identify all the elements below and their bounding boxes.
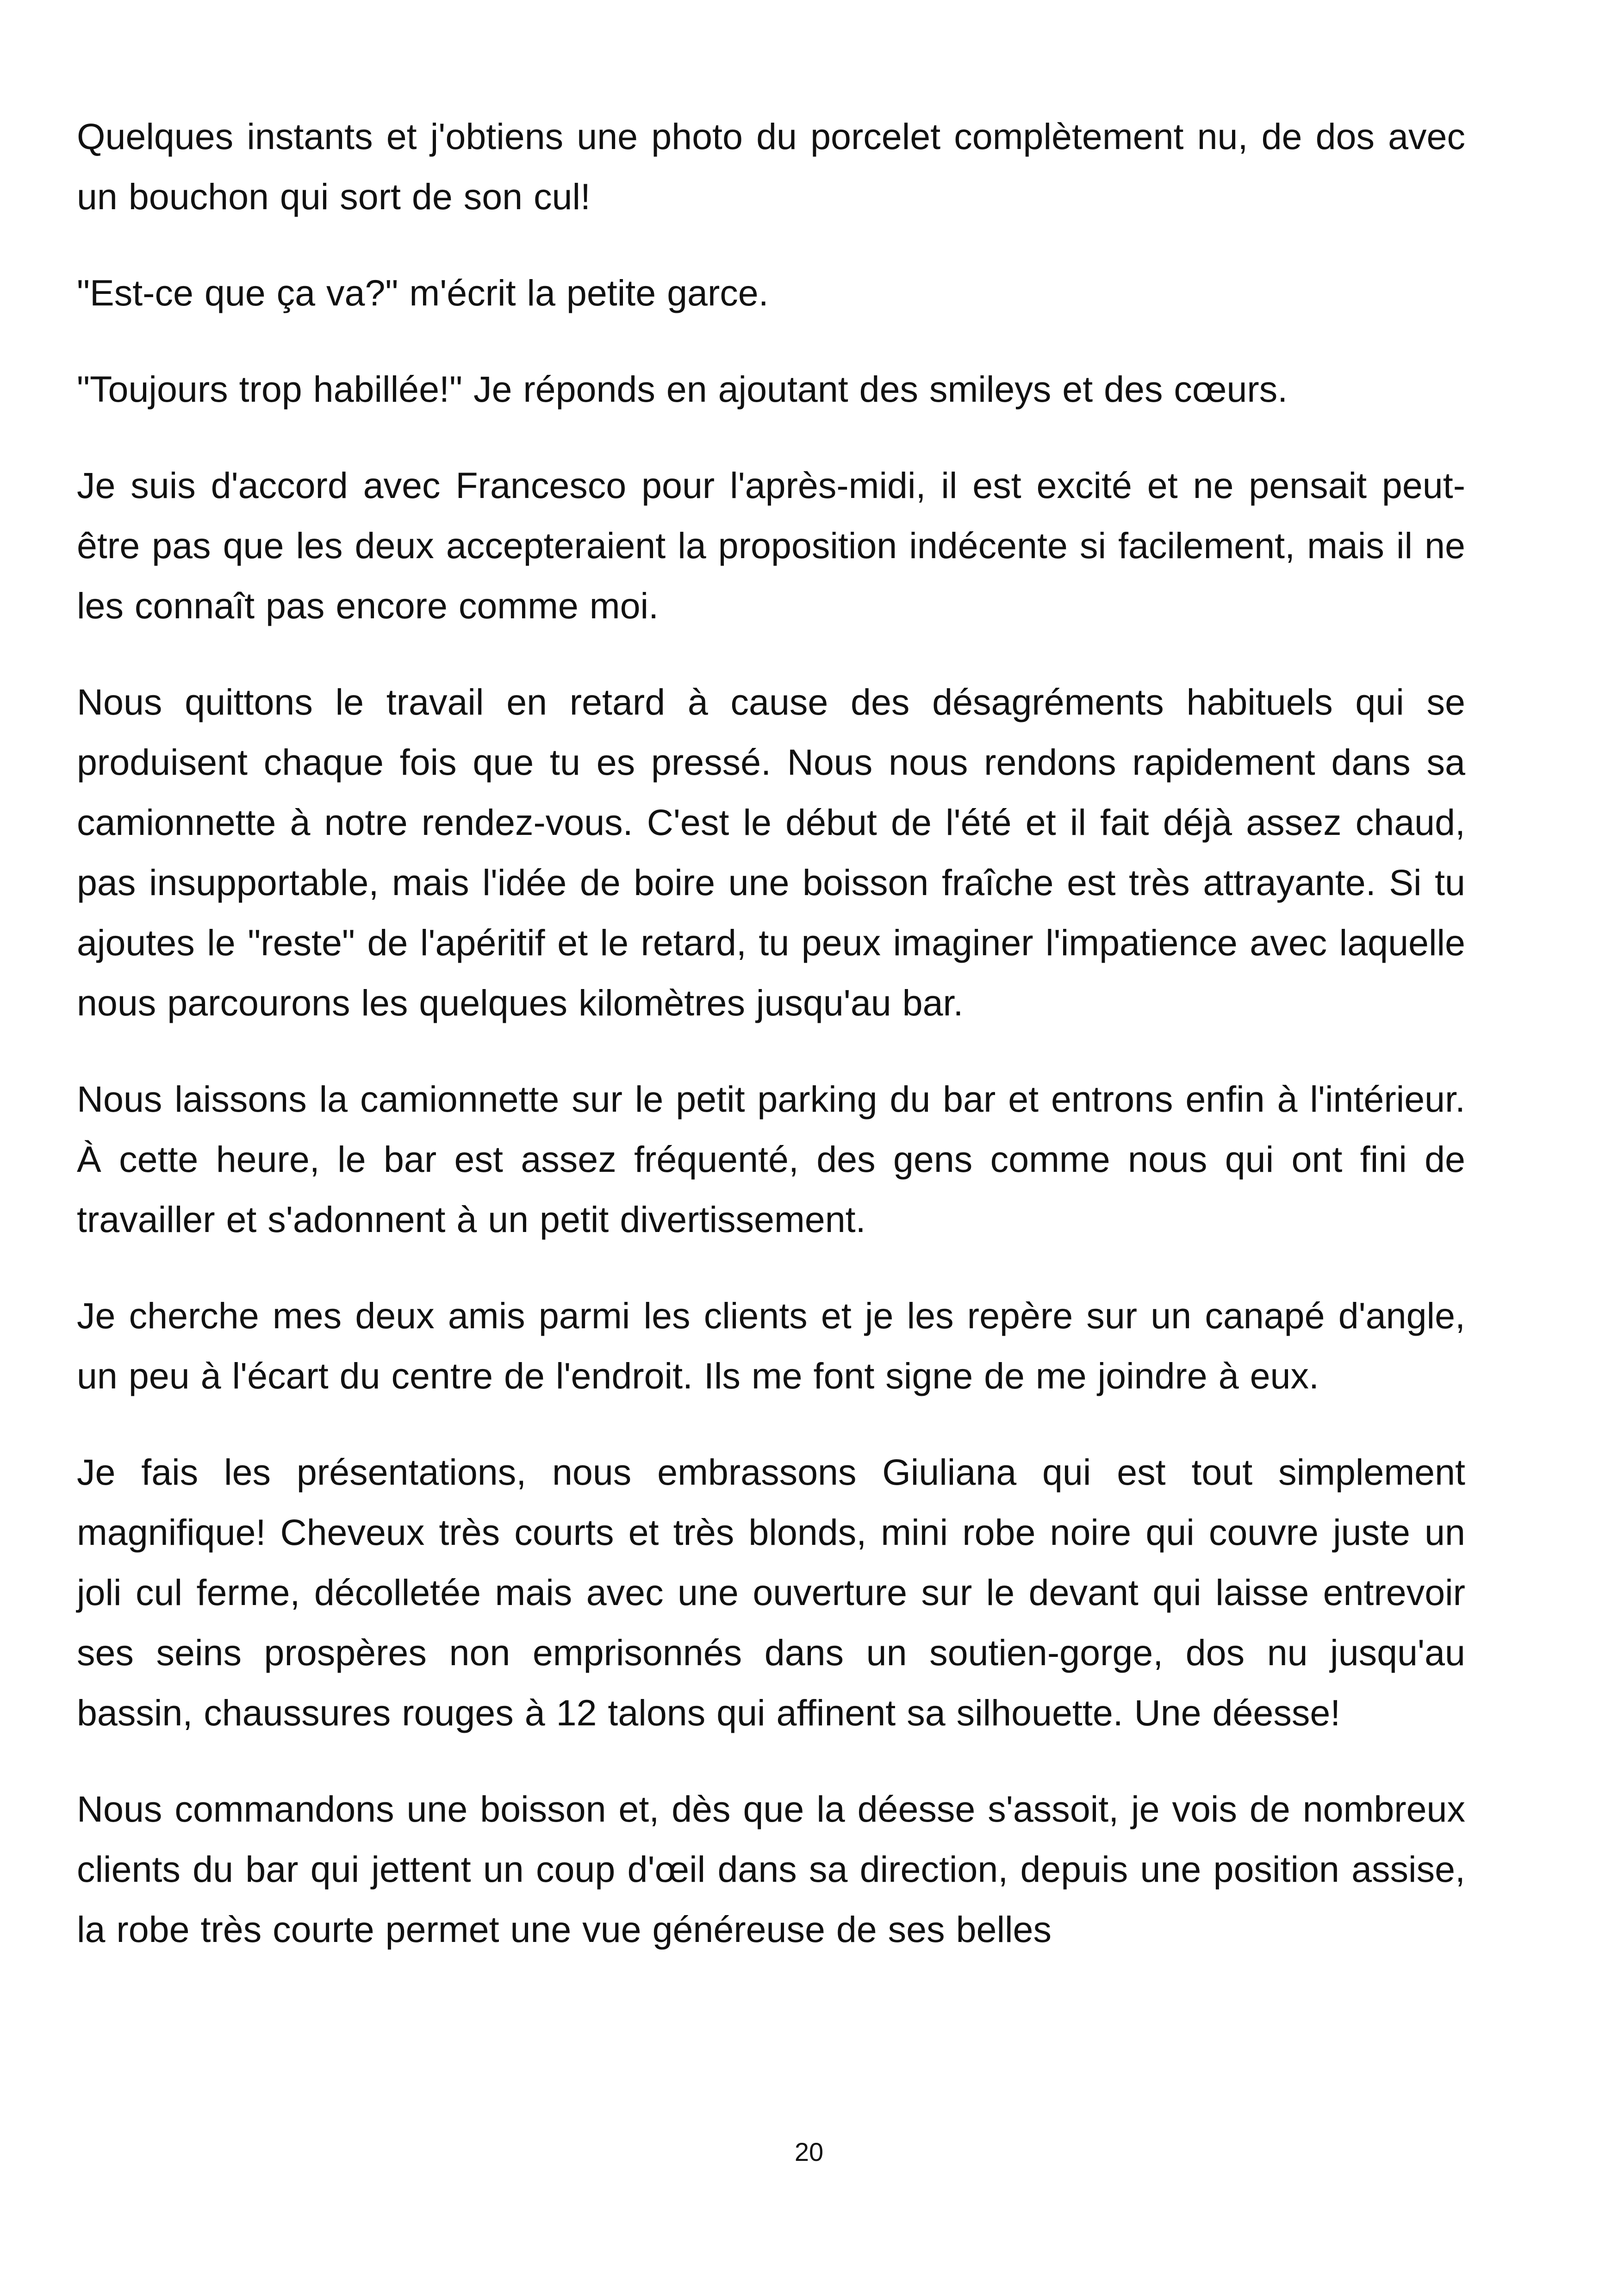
page-number: 20 <box>794 2137 824 2166</box>
paragraph-3: "Toujours trop habillée!" Je réponds en ajoutant des smileys et des cœurs. <box>77 368 1288 410</box>
paragraph-7: Je cherche mes deux amis parmi les clients et je les repère sur un canapé d'angle, un peu à l'écart du centre de l'endroit. Ils me font signe de me joindre à eux. <box>77 1295 1465 1396</box>
paragraph-9: Nous commandons une boisson et, dès que la déesse s'assoit, je vois de nombreux clients du bar qui jettent un coup d'œil dans sa direction, depuis une position assise, la robe très courte permet une vue généreuse de ses belles <box>77 1788 1465 1950</box>
paragraph-6: Nous laissons la camionnette sur le petit parking du bar et entrons enfin à l'intérieur. À cette heure, le bar est assez fréquenté, des gens comme nous qui ont fini de travailler et s'adonnent à un petit divertissement. <box>77 1078 1465 1240</box>
page-body <box>77 106 1465 1960</box>
paragraph-8: Je fais les présentations, nous embrassons Giuliana qui est tout simplement magnifique! Cheveux très courts et très blonds, mini robe noire qui couvre juste un joli cul ferme, décolletée mais avec une ouverture sur le devant qui laisse entrevoir ses seins prospères non emprisonnés dans un soutien-gorge, dos nu jusqu'au bassin, chaussures rouges à 12 talons qui affinent sa silhouette. Une déesse! <box>77 1451 1465 1733</box>
paragraph-4: Je suis d'accord avec Francesco pour l'après-midi, il est excité et ne pensait peut-être pas que les deux accepteraient la proposition indécente si facilement, mais il ne les connaît pas encore comme moi. <box>77 465 1465 626</box>
paragraph-2: "Est-ce que ça va?" m'écrit la petite garce. <box>77 272 769 313</box>
paragraph-5: Nous quittons le travail en retard à cause des désagréments habituels qui se produisent chaque fois que tu es pressé. Nous nous rendons rapidement dans sa camionnette à notre rendez-vous. C'est le début de l'été et il fait déjà assez chaud, pas insupportable, mais l'idée de boire une boisson fraîche est très attrayante. Si tu ajoutes le "reste" de l'apéritif et le retard, tu peux imaginer l'impatience avec laquelle nous parcourons les quelques kilomètres jusqu'au bar. <box>77 681 1465 1023</box>
paragraph-1: Quelques instants et j'obtiens une photo du porcelet complètement nu, de dos avec un bouchon qui sort de son cul! <box>77 116 1465 217</box>
